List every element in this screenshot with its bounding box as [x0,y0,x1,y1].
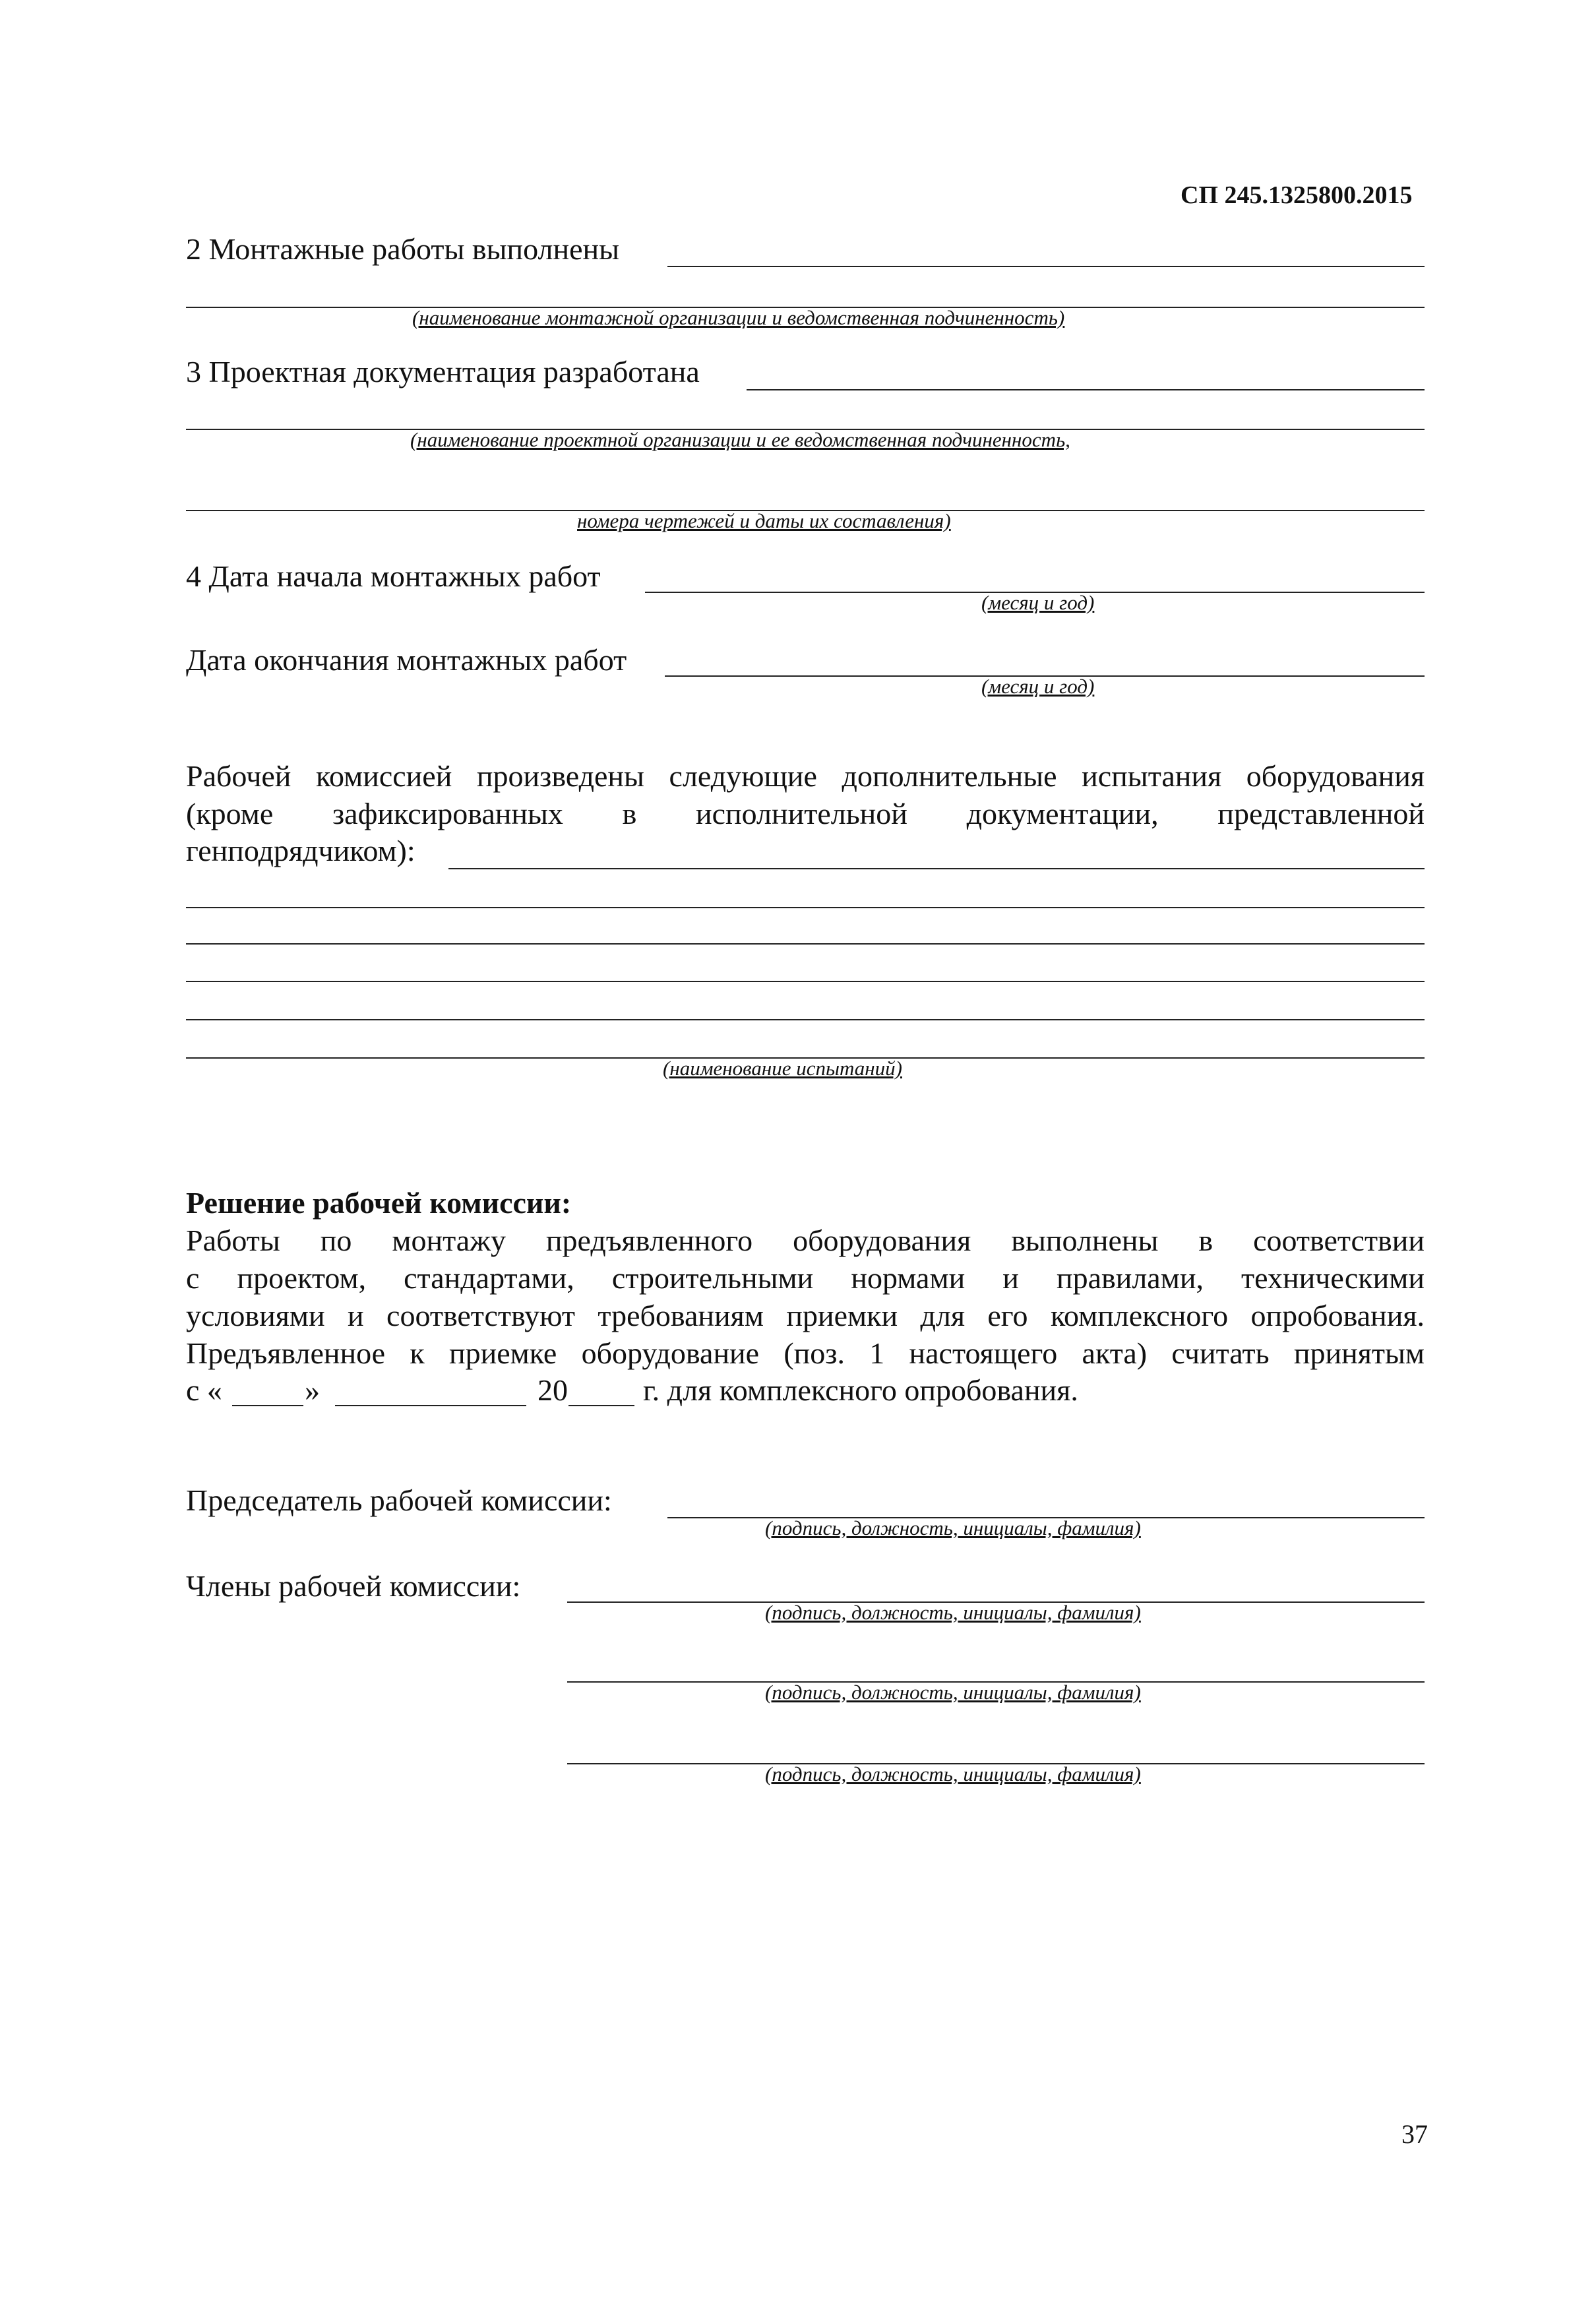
item2-label: 2 Монтажные работы выполнены [186,232,620,266]
date-month-line[interactable] [335,1405,526,1406]
item3-label: 3 Проектная документация разработана [186,355,700,388]
tests-fill-line-3[interactable] [186,943,1425,945]
date-year-prefix: 20 [537,1373,568,1407]
item3-caption-1: (наименование проектной организации и ее ведомственная подчиненность, [410,428,1070,451]
decision-line-3: условиями и соответствуют требованиям приемки для его комплексного опробования. [186,1299,1425,1332]
date-suffix: г. для комплексного опробования. [643,1373,1078,1407]
decision-line-2: с проектом, стандартами, строительными нормами и правилами, техническими [186,1261,1425,1295]
members-label: Члены рабочей комиссии: [186,1569,521,1603]
tests-caption: (наименование испытаний) [663,1057,902,1080]
tests-fill-line-5[interactable] [186,1019,1425,1020]
item3-caption-2: номера чертежей и даты их составления) [577,509,951,532]
document-code: СП 245.1325800.2015 [1181,181,1413,209]
item2-fill-line[interactable] [667,266,1425,267]
start-date-caption: (месяц и год) [981,591,1095,614]
tests-line-2: (кроме зафиксированных в исполнительной документации, представленной [186,797,1425,830]
end-date-caption: (месяц и год) [981,675,1095,698]
member-1-signature-caption: (подпись, должность, инициалы, фамилия) [765,1601,1141,1624]
member-2-signature-caption: (подпись, должность, инициалы, фамилия) [765,1681,1141,1704]
item4-label: 4 Дата начала монтажных работ [186,559,601,593]
end-date-label: Дата окончания монтажных работ [186,643,627,677]
date-quote-close: » [305,1373,320,1407]
date-year-line[interactable] [568,1405,634,1406]
tests-line-3: генподрядчиком): [186,834,415,867]
item3-fill-line[interactable] [747,389,1425,390]
decision-line-4: Предъявленное к приемке оборудование (поз. 1 настоящего акта) считать принятым [186,1336,1425,1370]
item2-caption: (наименование монтажной организации и ведомственная подчиненность) [412,306,1065,329]
chairman-signature-caption: (подпись, должность, инициалы, фамилия) [765,1516,1141,1539]
page-number: 37 [1401,2119,1428,2149]
tests-fill-line-1[interactable] [448,868,1425,869]
tests-fill-line-4[interactable] [186,981,1425,982]
decision-line-1: Работы по монтажу предъявленного оборудования выполнены в соответствии [186,1224,1425,1257]
tests-fill-line-2[interactable] [186,907,1425,908]
decision-title: Решение рабочей комиссии: [186,1186,572,1220]
member-3-signature-caption: (подпись, должность, инициалы, фамилия) [765,1762,1141,1786]
chairman-label: Председатель рабочей комиссии: [186,1483,612,1517]
date-day-line[interactable] [232,1405,303,1406]
tests-line-1: Рабочей комиссией произведены следующие дополнительные испытания оборудования [186,759,1425,793]
date-prefix: с « [186,1373,222,1407]
